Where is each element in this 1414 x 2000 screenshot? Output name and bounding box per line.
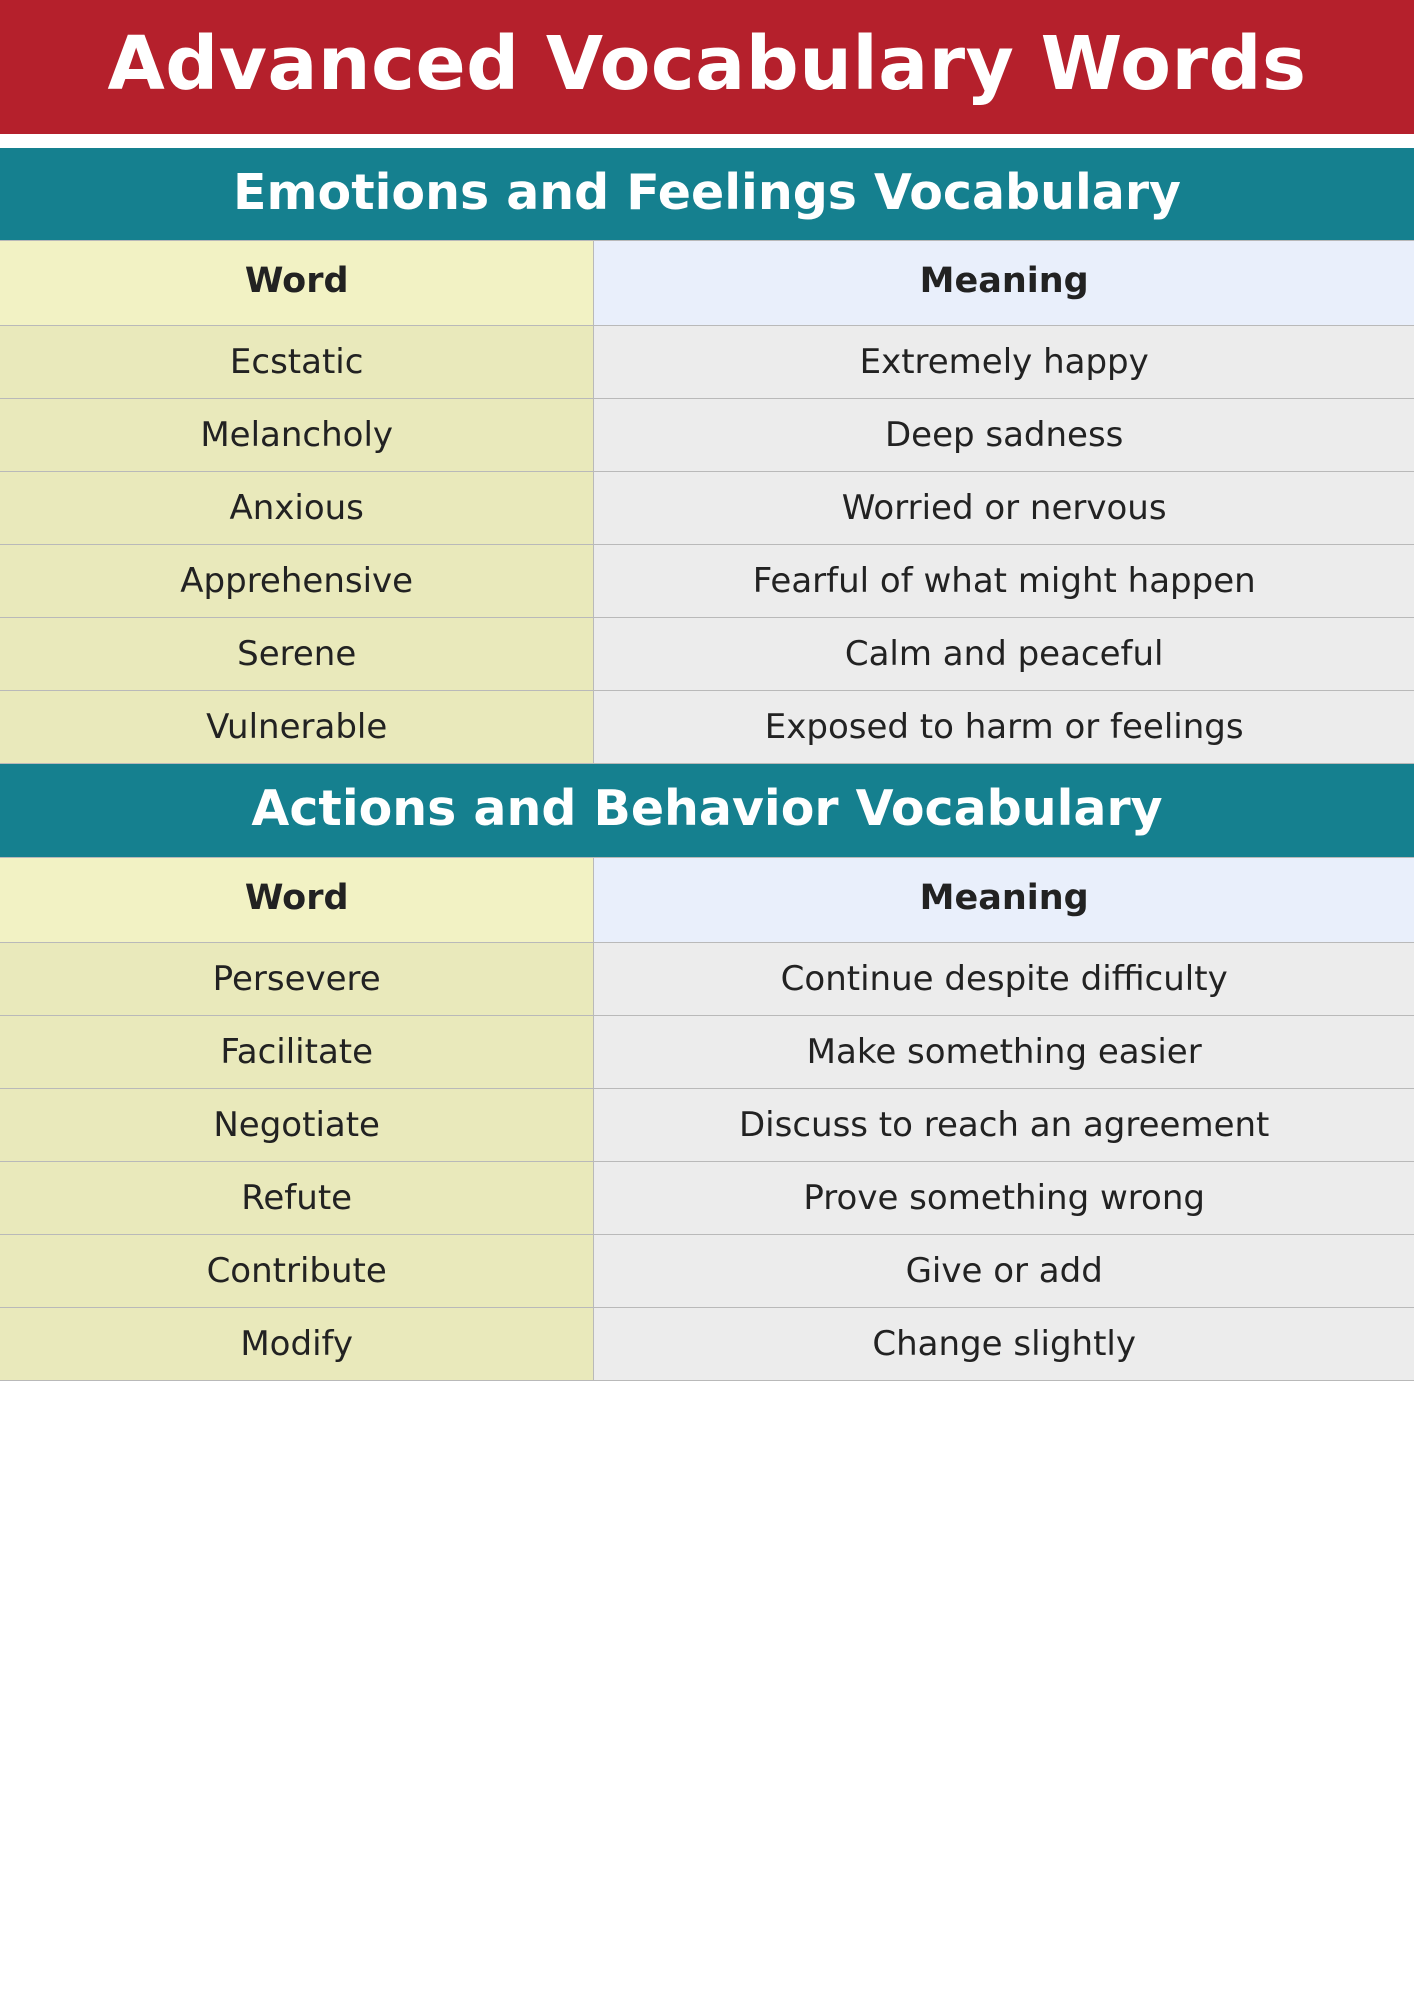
word-cell: Serene [0,618,594,691]
page-title: Advanced Vocabulary Words [107,21,1307,107]
table-row [0,326,1414,399]
word-cell: Persevere [0,942,594,1015]
word-cell: Contribute [0,1234,594,1307]
word-cell: Vulnerable [0,691,594,764]
table-row [0,1307,1414,1380]
table-row [0,942,1414,1015]
word-cell: Facilitate [0,1015,594,1088]
word-cell: Ecstatic [0,326,594,399]
word-cell: Melancholy [0,399,594,472]
meaning-cell: Deep sadness [594,399,1414,472]
section-title: Actions and Behavior Vocabulary [251,780,1163,838]
word-cell: Modify [0,1307,594,1380]
table-row [0,1015,1414,1088]
page-title-banner [0,0,1414,134]
word-cell: Anxious [0,472,594,545]
table-header-row [0,241,1414,326]
table-row [0,1161,1414,1234]
meaning-cell: Change slightly [594,1307,1414,1380]
meaning-cell: Calm and peaceful [594,618,1414,691]
word-cell: Negotiate [0,1088,594,1161]
meaning-cell: Fearful of what might happen [594,545,1414,618]
table-row [0,399,1414,472]
section-header-emotions [0,148,1414,240]
section-header-actions [0,764,1414,856]
vocabulary-table-emotions [0,240,1414,764]
table-row [0,472,1414,545]
meaning-cell: Extremely happy [594,326,1414,399]
column-header-meaning: Meaning [594,241,1414,326]
meaning-cell: Give or add [594,1234,1414,1307]
table-row [0,691,1414,764]
word-cell: Refute [0,1161,594,1234]
vocabulary-table-actions [0,857,1414,1381]
table-row [0,1088,1414,1161]
section-title: Emotions and Feelings Vocabulary [233,163,1181,221]
banner-spacer [0,134,1414,148]
meaning-cell: Continue despite difficulty [594,942,1414,1015]
word-cell: Apprehensive [0,545,594,618]
meaning-cell: Discuss to reach an agreement [594,1088,1414,1161]
table-header-row [0,857,1414,942]
meaning-cell: Prove something wrong [594,1161,1414,1234]
column-header-word: Word [0,241,594,326]
table-row [0,618,1414,691]
table-row [0,1234,1414,1307]
meaning-cell: Exposed to harm or feelings [594,691,1414,764]
column-header-meaning: Meaning [594,857,1414,942]
meaning-cell: Make something easier [594,1015,1414,1088]
meaning-cell: Worried or nervous [594,472,1414,545]
table-row [0,545,1414,618]
column-header-word: Word [0,857,594,942]
